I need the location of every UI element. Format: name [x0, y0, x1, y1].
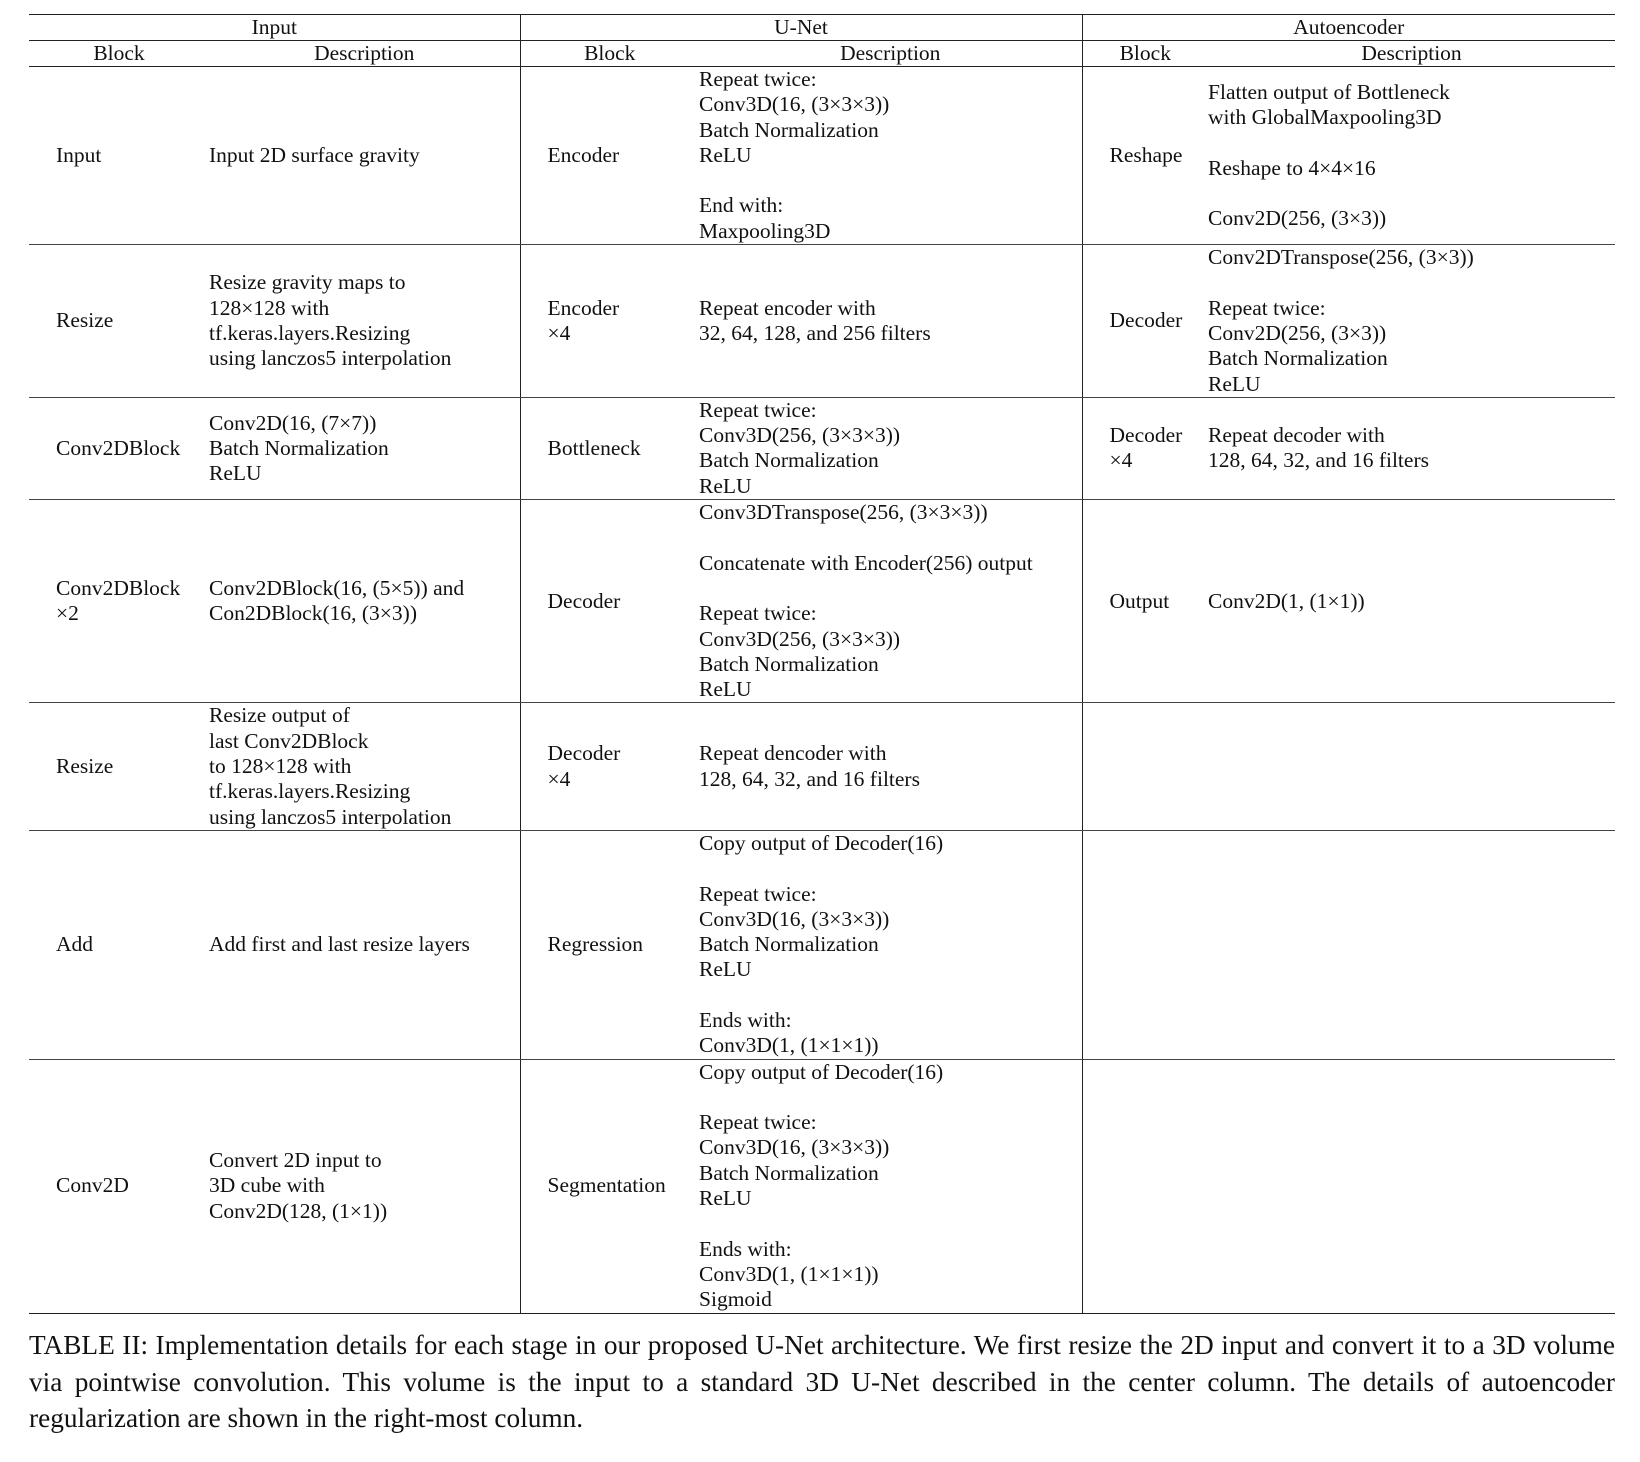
input-block-cell: Add: [29, 830, 209, 1059]
autoencoder-description-cell: Flatten output of Bottleneck with GlobalMaxpooling3D Reshape to 4×4×16 Conv2D(256, (3×3)): [1208, 67, 1615, 245]
input-description-cell: Conv2DBlock(16, (5×5)) and Con2DBlock(16, (3×3)): [209, 500, 520, 703]
autoencoder-description-cell: Conv2D(1, (1×1)): [1208, 500, 1615, 703]
input-block-cell: Conv2DBlock ×2: [29, 500, 209, 703]
table-row: [29, 703, 1615, 830]
col-header-unet-block: Block: [520, 41, 699, 67]
unet-description-cell: Repeat encoder with 32, 64, 128, and 256 filters: [699, 245, 1082, 398]
autoencoder-description-cell: [1208, 1059, 1615, 1313]
table-row: [29, 830, 1615, 1059]
group-header-input: Input: [29, 15, 520, 41]
unet-description-cell: Copy output of Decoder(16) Repeat twice: Conv3D(16, (3×3×3)) Batch Normalization ReLU Ends with: Conv3D(1, (1×1×1)) Sigmoid: [699, 1059, 1082, 1313]
group-header-unet: U-Net: [520, 15, 1082, 41]
col-header-input-block: Block: [29, 41, 209, 67]
table-row: [29, 500, 1615, 703]
input-block-cell: Conv2D: [29, 1059, 209, 1313]
col-header-unet-description: Description: [699, 41, 1082, 67]
autoencoder-block-cell: [1082, 1059, 1208, 1313]
group-header-autoencoder: Autoencoder: [1082, 15, 1615, 41]
unet-description-cell: Repeat twice: Conv3D(256, (3×3×3)) Batch Normalization ReLU: [699, 397, 1082, 499]
input-block-cell: Resize: [29, 703, 209, 830]
autoencoder-block-cell: [1082, 703, 1208, 830]
col-header-input-description: Description: [209, 41, 520, 67]
unet-block-cell: Regression: [520, 830, 699, 1059]
unet-description-cell: Conv3DTranspose(256, (3×3×3)) Concatenate with Encoder(256) output Repeat twice: Conv3D(256, (3×3×3)) Batch Normalization ReLU: [699, 500, 1082, 703]
input-description-cell: Resize output of last Conv2DBlock to 128×128 with tf.keras.layers.Resizing using lanczos5 interpolation: [209, 703, 520, 830]
autoencoder-block-cell: Decoder: [1082, 245, 1208, 398]
input-block-cell: Input: [29, 67, 209, 245]
unet-description-cell: Copy output of Decoder(16) Repeat twice: Conv3D(16, (3×3×3)) Batch Normalization ReLU Ends with: Conv3D(1, (1×1×1)): [699, 830, 1082, 1059]
table-row: [29, 397, 1615, 499]
col-header-autoencoder-block: Block: [1082, 41, 1208, 67]
unet-block-cell: Segmentation: [520, 1059, 699, 1313]
autoencoder-description-cell: [1208, 703, 1615, 830]
input-description-cell: Resize gravity maps to 128×128 with tf.keras.layers.Resizing using lanczos5 interpolation: [209, 245, 520, 398]
autoencoder-description-cell: Repeat decoder with 128, 64, 32, and 16 filters: [1208, 397, 1615, 499]
autoencoder-description-cell: [1208, 830, 1615, 1059]
input-description-cell: Convert 2D input to 3D cube with Conv2D(128, (1×1)): [209, 1059, 520, 1313]
input-block-cell: Conv2DBlock: [29, 397, 209, 499]
unet-block-cell: Decoder ×4: [520, 703, 699, 830]
unet-block-cell: Encoder: [520, 67, 699, 245]
unet-description-cell: Repeat dencoder with 128, 64, 32, and 16 filters: [699, 703, 1082, 830]
autoencoder-block-cell: Output: [1082, 500, 1208, 703]
unet-block-cell: Bottleneck: [520, 397, 699, 499]
autoencoder-block-cell: Decoder ×4: [1082, 397, 1208, 499]
input-block-cell: Resize: [29, 245, 209, 398]
architecture-table: [29, 14, 1615, 1314]
input-description-cell: Input 2D surface gravity: [209, 67, 520, 245]
table-caption: TABLE II: Implementation details for each stage in our proposed U-Net architecture. We first resize the 2D input and convert it to a 3D volume via pointwise convolution. This volume is the input to a standard 3D U-Net described in the center column. The details of autoencoder regularization are shown in the right-most column.: [29, 1330, 1615, 1433]
autoencoder-block-cell: [1082, 830, 1208, 1059]
autoencoder-description-cell: Conv2DTranspose(256, (3×3)) Repeat twice: Conv2D(256, (3×3)) Batch Normalization ReLU: [1208, 245, 1615, 398]
col-header-autoencoder-description: Description: [1208, 41, 1615, 67]
autoencoder-block-cell: Reshape: [1082, 67, 1208, 245]
table-row: [29, 245, 1615, 398]
input-description-cell: Add first and last resize layers: [209, 830, 520, 1059]
unet-description-cell: Repeat twice: Conv3D(16, (3×3×3)) Batch Normalization ReLU End with: Maxpooling3D: [699, 67, 1082, 245]
input-description-cell: Conv2D(16, (7×7)) Batch Normalization ReLU: [209, 397, 520, 499]
table-row: [29, 67, 1615, 245]
table-row: [29, 1059, 1615, 1313]
unet-block-cell: Encoder ×4: [520, 245, 699, 398]
unet-block-cell: Decoder: [520, 500, 699, 703]
